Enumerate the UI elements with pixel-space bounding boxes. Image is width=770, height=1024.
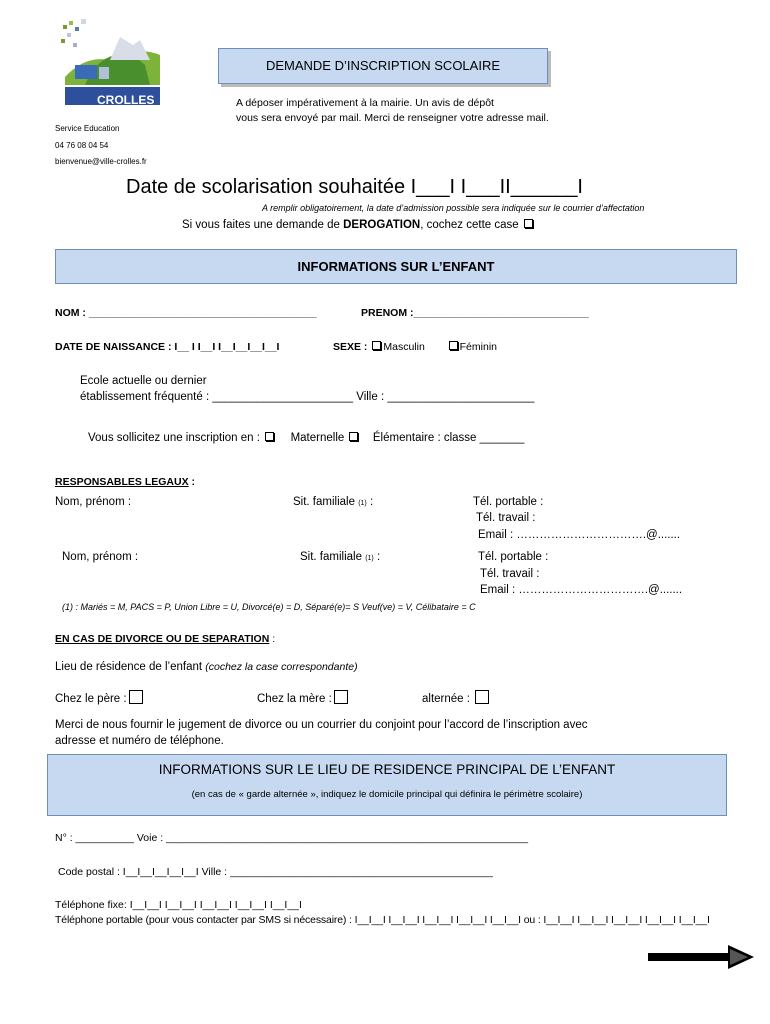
guardian2-tel-portable[interactable]: Tél. portable : — [478, 551, 549, 563]
sexe-label: SEXE : — [333, 341, 368, 353]
guardian1-tel-portable[interactable]: Tél. portable : — [473, 496, 544, 508]
derogation-text-pre: Si vous faites une demande de — [182, 219, 344, 231]
mere-label: Chez la mère : — [257, 693, 332, 705]
guardian2-sit[interactable]: Sit. familiale (1) : — [300, 551, 381, 563]
legal-title-line — [55, 476, 195, 488]
guardian2-tel-travail[interactable]: Tél. travail : — [480, 568, 540, 580]
alternee-option — [422, 690, 489, 705]
masculin-checkbox[interactable] — [372, 341, 381, 350]
nom-field[interactable]: NOM : _______________________________________ — [55, 307, 317, 319]
residence-section-title: INFORMATIONS SUR LE LIEU DE RESIDENCE PRINCIPAL DE L’ENFANT — [158, 762, 616, 777]
pere-label: Chez le père : — [55, 693, 127, 705]
enrolment-line — [88, 432, 524, 444]
divorce-note-line1: Merci de nous fournir le jugement de divorce ou un courrier du conjoint pour l’accord de l’inscription avec — [55, 719, 588, 731]
masculin-label: Masculin — [383, 341, 425, 353]
guardian2-name[interactable]: Nom, prénom : — [62, 551, 139, 563]
logo-text: CROLLES — [97, 93, 155, 107]
sexe-group — [333, 341, 497, 353]
derogation-checkbox[interactable] — [524, 219, 533, 228]
legal-title: RESPONSABLES LEGAUX — [55, 476, 189, 488]
school-line2[interactable]: établissement fréquenté : ______________________ Ville : _______________________ — [80, 391, 535, 403]
alternee-label: alternée : — [422, 693, 470, 705]
pere-checkbox[interactable] — [129, 690, 143, 704]
guardian2-sit-label: Sit. familiale — [300, 551, 362, 563]
dob-field[interactable]: DATE DE NAISSANCE : I__ I I__I I__I__I__I__I — [55, 341, 280, 353]
derogation-keyword: DEROGATION — [343, 219, 421, 231]
child-section-header — [55, 249, 737, 284]
instructions-line2: vous sera envoyé par mail. Merci de renseigner votre adresse mail. — [236, 112, 549, 124]
residence-label: Lieu de résidence de l’enfant — [55, 661, 206, 673]
guardian1-sit[interactable]: Sit. familiale (1) : — [293, 496, 374, 508]
divorce-title: EN CAS DE DIVORCE OU DE SEPARATION — [55, 633, 270, 645]
mere-option — [257, 690, 348, 705]
elementaire-label[interactable]: Élémentaire : classe _______ — [372, 432, 525, 444]
guardian1-email[interactable]: Email : …………………………….@....... — [478, 529, 681, 541]
elementaire-checkbox[interactable] — [349, 432, 358, 441]
divorce-title-colon: : — [269, 633, 276, 645]
prenom-field[interactable]: PRENOM :______________________________ — [361, 307, 589, 319]
next-page-arrow-icon — [646, 943, 756, 973]
child-section-title: INFORMATIONS SUR L’ENFANT — [297, 259, 495, 274]
tel-portable-line[interactable]: Téléphone portable (pour vous contacter par SMS si nécessaire) : I__I__I I__I__I I__I__I I__I__I I__I__I ou : I__I__I I__I__I I__I__I I__I__I I__I__I — [55, 914, 710, 926]
residence-section-box — [47, 754, 727, 816]
feminin-checkbox[interactable] — [449, 341, 458, 350]
guardian1-tel-travail[interactable]: Tél. travail : — [476, 512, 536, 524]
service-email: bienvenue@ville-crolles.fr — [55, 157, 147, 166]
divorce-note-line2: adresse et numéro de téléphone. — [55, 735, 224, 747]
service-phone: 04 76 08 04 54 — [55, 141, 109, 150]
residence-section-subtitle: (en cas de « garde alternée », indiquez le domicile principal qui définira le périmètre scolaire) — [191, 789, 583, 800]
crolles-logo — [55, 15, 165, 110]
derogation-line — [182, 219, 535, 231]
service-label: Service Education — [55, 124, 120, 133]
guardian2-email[interactable]: Email : …………………………….@....... — [480, 584, 683, 596]
feminin-label: Féminin — [459, 341, 497, 353]
residence-line — [55, 661, 358, 673]
derogation-text-post: , cochez cette case — [420, 219, 519, 231]
legal-footnote: (1) : Mariés = M, PACS = P, Union Libre = U, Divorcé(e) = D, Séparé(e)= S Veuf(ve) = V, Célibataire = C — [62, 602, 476, 612]
instructions-line1: A déposer impérativement à la mairie. Un avis de dépôt — [236, 97, 494, 109]
address-line[interactable]: N° : __________ Voie : ______________________________________________________________ — [55, 832, 529, 844]
guardian1-sit-label: Sit. familiale — [293, 496, 355, 508]
tel-fixe-line[interactable]: Téléphone fixe: I__I__I I__I__I I__I__I I__I__I I__I__I — [55, 899, 302, 911]
schooling-note: A remplir obligatoirement, la date d’admission possible sera indiquée sur le courrier d’affectation — [262, 203, 645, 213]
postal-line[interactable]: Code postal : I__I__I__I__I__I Ville : _____________________________________________ — [58, 866, 493, 878]
legal-title-colon: : — [188, 476, 196, 488]
guardian1-name[interactable]: Nom, prénom : — [55, 496, 132, 508]
alternee-checkbox[interactable] — [475, 690, 489, 704]
enrolment-label: Vous sollicitez une inscription en : — [88, 432, 260, 444]
guardian2-sit-note: (1) — [365, 555, 374, 562]
maternelle-checkbox[interactable] — [265, 432, 274, 441]
pere-option — [55, 690, 143, 705]
divorce-title-line — [55, 633, 275, 645]
form-title: DEMANDE D’INSCRIPTION SCOLAIRE — [265, 58, 501, 73]
form-title-box — [218, 48, 548, 84]
schooling-date-field[interactable]: Date de scolarisation souhaitée I___I I___II______I — [126, 176, 583, 198]
maternelle-label: Maternelle — [290, 432, 345, 444]
school-line1: Ecole actuelle ou dernier — [80, 375, 207, 387]
residence-note: (cochez la case correspondante) — [205, 661, 358, 673]
guardian1-sit-note: (1) — [358, 500, 367, 507]
mere-checkbox[interactable] — [334, 690, 348, 704]
